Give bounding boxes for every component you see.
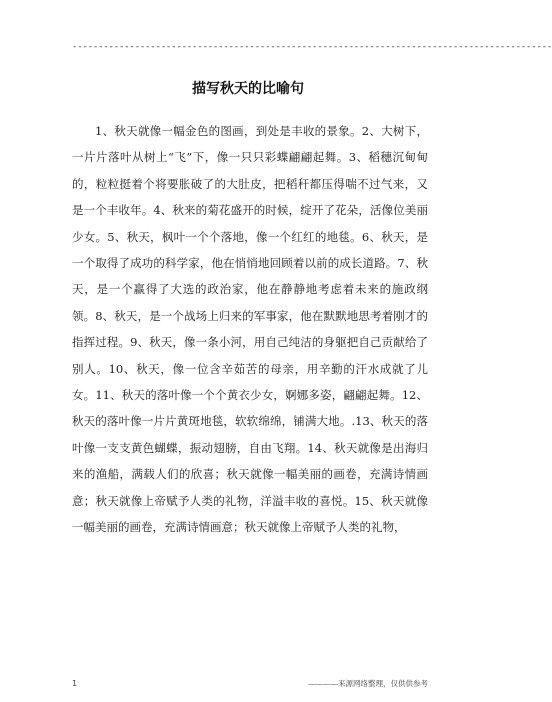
- footer-source-note: ————来源网络整理，仅供供参考: [308, 679, 428, 688]
- page-footer: [72, 677, 428, 691]
- document-title: 描写秋天的比喻句: [192, 81, 304, 97]
- document-body-paragraph: 1、秋天就像一幅金色的图画，到处是丰收的景象。2、大树下，一片片落叶从树上“飞”下，像一只只彩蝶翩翩起舞。3、稻穗沉甸甸的，粒粒挺着个将要胀破了的大肚皮，把稻秆都压得喘不过气来，又是一个丰收年。4、秋来的菊花盛开的时候，绽开了花朵，活像位美丽少女。5、秋天，枫叶一个个落地，像一个红红的地毯。6、秋天，是一个取得了成功的科学家，他在悄悄地回顾着以前的成长道路。7、秋天，是一个赢得了大选的政治家，他在静静地考虑着未来的施政纲领。8、秋天，是一个战场上归来的军事家，他在默默地思考着刚才的指挥过程。9、秋天，像一条小河，用自己纯洁的身躯把自己贡献给了别人。10、秋天，像一位含辛茹苦的母亲，用辛勤的汗水成就了儿女。11、秋天的落叶像一个个黄衣少女，婀娜多姿，翩翩起舞。12、秋天的落叶像一片片黄斑地毯，软软绵绵，铺满大地。.13、秋天的落叶像一支支黄色蝴蝶，振动翅膀，自由飞翔。14、秋天就像是出海归来的渔船，满载人们的欣喜；秋天就像一幅美丽的画卷，充满诗情画意；秋天就像上帝赋予人类的礼物，洋溢丰收的喜悦。15、秋天就像一幅美丽的画卷，充满诗情画意；秋天就像上帝赋予人类的礼物，: [72, 124, 428, 535]
- page-number: 1: [72, 679, 78, 688]
- header-dashed-rule: --------------------------------------------------------------------------------------------: [72, 42, 552, 52]
